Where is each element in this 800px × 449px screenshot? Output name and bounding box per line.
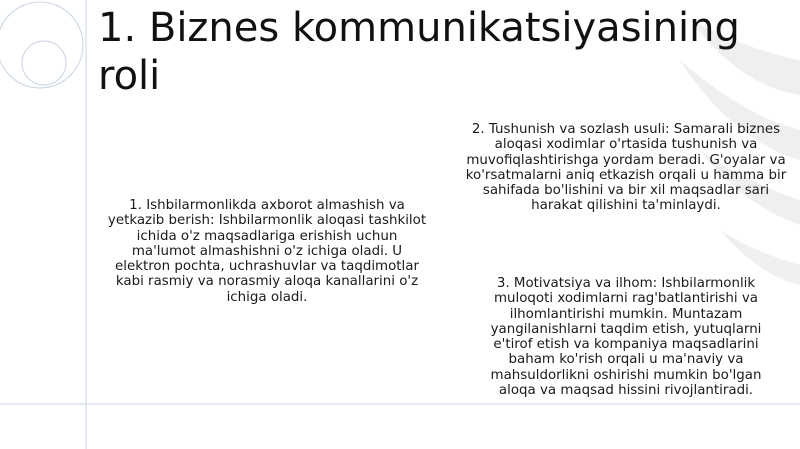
outer-ring (0, 2, 83, 88)
inner-ring (22, 41, 66, 85)
slide-title: 1. Biznes kommunikatsiyasining roli (98, 5, 740, 99)
paragraph-2: 2. Tushunish va sozlash usuli: Samarali biznes aloqasi xodimlar o'rtasida tushunish va muvofiqlashtirishga yordam beradi. G'oyalar va ko'rsatmalarni aniq etkazish orqali u hamma bir sahifada bo'lishini va bir xil maqsadlar sari harakat qilishini ta'minlaydi. (465, 122, 787, 214)
paragraph-3: 3. Motivatsiya va ilhom: Ishbilarmonlik muloqoti xodimlarni rag'batlantirishi va ilhomlantirishi mumkin. Muntazam yangilanishlarni taqdim etish, yutuqlarni e'tirof etish va kompaniya maqsadlarini baham ko'rish orqali u ma'naviy va mahsuldorlikni oshirishi mumkin bo'lgan aloqa va maqsad hissini rivojlantiradi. (490, 276, 762, 399)
paragraph-1: 1. Ishbilarmonlikda axborot almashish va yetkazib berish: Ishbilarmonlik aloqasi tashkilot ichida o'z maqsadlariga erishish uchun ma'lumot almashishni o'z ichiga oladi. U elektron pochta, uchrashuvlar va taqdimotlar kabi rasmiy va norasmiy aloqa kanallarini o'z ichiga oladi. (107, 198, 427, 305)
